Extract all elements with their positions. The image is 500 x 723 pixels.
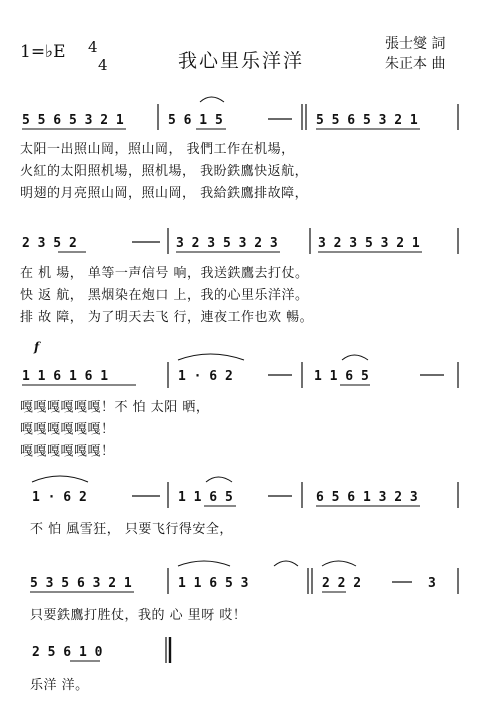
system-4 xyxy=(32,476,458,508)
svg-text:1 1 6 5: 1 1 6 5 xyxy=(178,490,233,505)
svg-text:1 1 6 5 3: 1 1 6 5 3 xyxy=(178,576,249,591)
svg-text:1 · 6 2: 1 · 6 2 xyxy=(32,490,87,505)
system-1 xyxy=(22,97,458,130)
svg-text:1 1 6 5: 1 1 6 5 xyxy=(314,369,369,384)
meter-bottom: 4 xyxy=(98,56,108,74)
svg-text:1 · 6 2: 1 · 6 2 xyxy=(178,369,233,384)
lyricist: 張士燮 詞 xyxy=(385,36,446,52)
lyric-s3-l3: 嘎嘎嘎嘎嘎嘎！ xyxy=(20,444,115,459)
lyric-s2-l1: 在 机 場， 单等一声信号 响，我送鉄鷹去打仗。 xyxy=(20,266,309,281)
system-3 xyxy=(22,354,458,388)
lyric-s4-l1: 不 怕 風雪狂， 只要飞行得安全， xyxy=(30,522,233,537)
lyric-s6-l1: 乐洋 洋。 xyxy=(30,678,89,693)
lyric-s1-l3: 明翅的月亮照山岡，照山岡， 我給鉄鷹排故障， xyxy=(20,186,309,201)
lyric-s2-l3: 排 故 障， 为了明天去飞 行，連夜工作也欢 暢。 xyxy=(20,310,314,325)
lyric-s2-l2: 快 返 航， 黑烟染在炮口 上，我的心里乐洋洋。 xyxy=(20,288,309,303)
svg-text:2 3 5 2: 2 3 5 2 xyxy=(22,236,77,251)
system-5 xyxy=(30,561,458,594)
lyric-s1-l2: 火紅的太阳照机場，照机場， 我盼鉄鷹快返航， xyxy=(20,164,309,179)
svg-text:2 5 6 1 0: 2 5 6 1 0 xyxy=(32,645,103,660)
svg-text:5 3 5 6 3 2 1: 5 3 5 6 3 2 1 xyxy=(30,576,132,591)
svg-text:5 5 6 5 3 2 1: 5 5 6 5 3 2 1 xyxy=(316,113,418,128)
lyric-s5-l1: 只要鉄鷹打胜仗，我的 心 里呀 哎！ xyxy=(30,608,247,623)
lyric-s3-l2: 嘎嘎嘎嘎嘎嘎！ xyxy=(20,422,115,437)
svg-text:5 6 1 5: 5 6 1 5 xyxy=(168,113,223,128)
svg-text:3 2 3 5 3 2 1: 3 2 3 5 3 2 1 xyxy=(318,236,420,251)
svg-text:1 1 6 1 6 1: 1 1 6 1 6 1 xyxy=(22,369,109,384)
svg-text:3 2 3 5 3 2 3: 3 2 3 5 3 2 3 xyxy=(176,236,278,251)
svg-text:3: 3 xyxy=(428,576,436,591)
svg-text:6 5 6 1 3 2 3: 6 5 6 1 3 2 3 xyxy=(316,490,418,505)
svg-text:2 2 2: 2 2 2 xyxy=(322,576,362,591)
lyric-s3-l1: 嘎嘎嘎嘎嘎嘎！不 怕 太阳 晒， xyxy=(20,400,210,415)
page-title: 我心里乐洋洋 xyxy=(178,50,305,72)
meter-top: 4 xyxy=(88,38,98,56)
system-2 xyxy=(22,228,458,254)
lyric-s1-l1: 太阳一出照山岡，照山岡， 我們工作在机場， xyxy=(20,142,295,157)
key-signature: 1=♭E xyxy=(20,42,66,62)
system-6 xyxy=(32,637,170,663)
composer: 朱正本 曲 xyxy=(385,56,446,72)
dynamic-forte: f xyxy=(34,340,40,354)
svg-text:5 5 6 5 3 2 1: 5 5 6 5 3 2 1 xyxy=(22,113,124,128)
